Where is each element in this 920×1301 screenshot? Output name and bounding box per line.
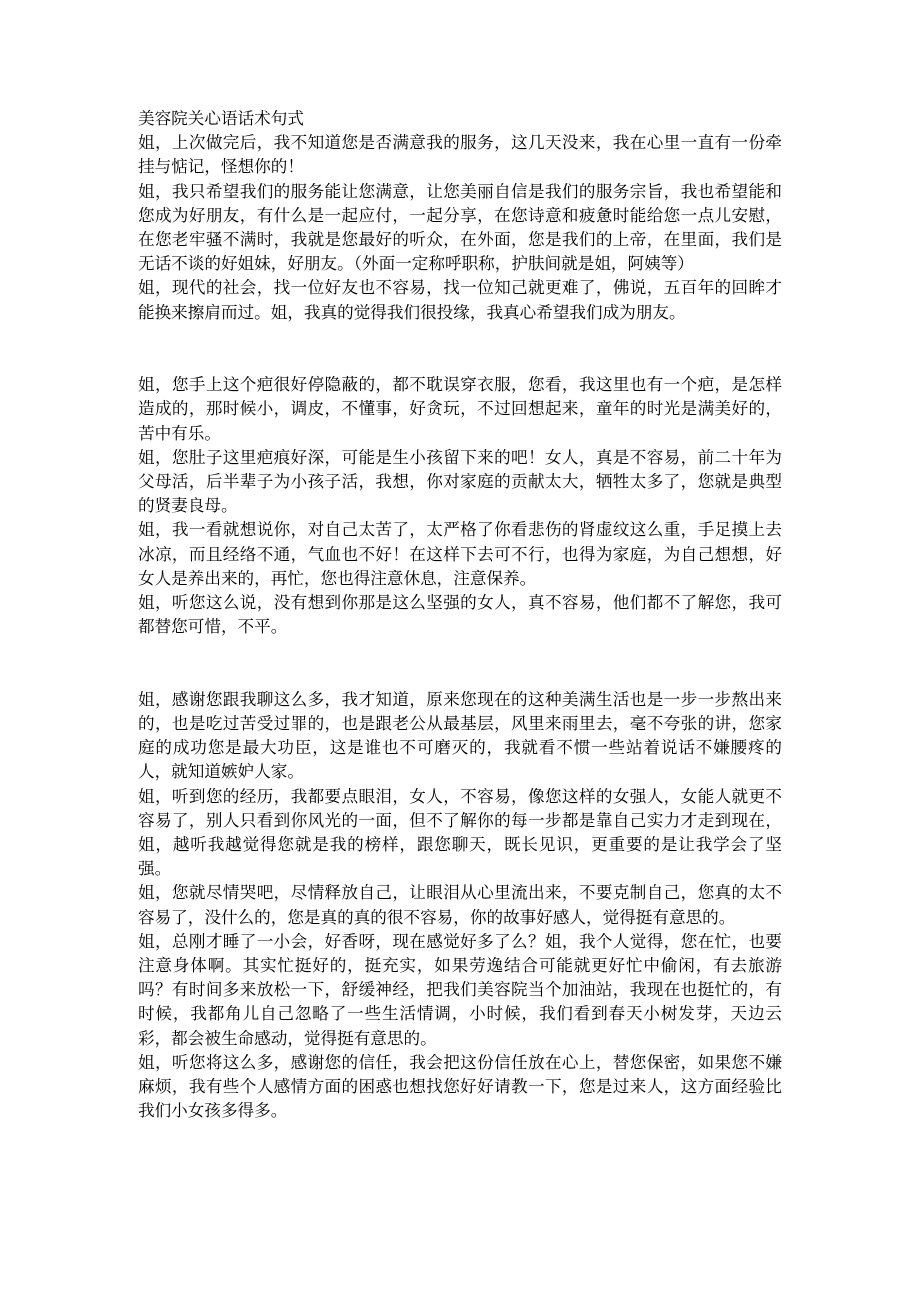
paragraph: 姐，感谢您跟我聊这么多，我才知道，原来您现在的这种美满生活也是一步一步熬出来的，也是吃过苦受过罪的，也是跟老公从最基层，风里来雨里去，毫不夸张的讲，您家庭的成功您是最大功臣，这是谁也不可磨灭的，我就看不惯一些站着说话不嫌腰疼的人，就知道嫉妒人家。: [138, 689, 782, 782]
paragraph: 姐，您就尽情哭吧，尽情释放自己，让眼泪从心里流出来，不要克制自己，您真的太不容易了，没什么的，您是真的真的很不容易，你的故事好感人，觉得挺有意思的。: [138, 883, 782, 927]
document-title: 美容院关心语话术句式: [138, 109, 304, 128]
paragraph: 姐，听您将这么多，感谢您的信任，我会把这份信任放在心上，替您保密，如果您不嫌麻烦，我有些个人感情方面的困惑也想找您好好请教一下，您是过来人，这方面经验比我们小女孩多得多。: [138, 1052, 782, 1121]
paragraph: 姐，我一看就想说你，对自己太苦了，太严格了你看悲伤的肾虚纹这么重，手足摸上去冰凉，而且经络不通，气血也不好！在这样下去可不行，也得为家庭，为自己想想，好女人是养出来的，再忙，您也得注意休息，注意保养。: [138, 520, 782, 588]
paragraph: 姐，现代的社会，找一位好友也不容易，找一位知己就更难了，佛说，五百年的回眸才能换来擦肩而过。姐，我真的觉得我们很投缘，我真心希望我们成为朋友。: [138, 278, 782, 322]
document-body: [138, 107, 782, 1124]
section-spacer: [138, 325, 782, 373]
paragraph: 姐，上次做完后，我不知道您是否满意我的服务，这几天没来，我在心里一直有一份牵挂与惦记，怪想你的！: [138, 133, 782, 177]
paragraph: 姐，听您这么说，没有想到你那是这么坚强的女人，真不容易，他们都不了解您，我可都替您可惜，不平。: [138, 593, 782, 637]
paragraph: 姐，我只希望我们的服务能让您满意，让您美丽自信是我们的服务宗旨，我也希望能和您成为好朋友，有什么是一起应付，一起分享，在您诗意和疲惫时能给您一点儿安慰，在您老牢骚不满时，我就是您最好的听众，在外面，您是我们的上帝，在里面，我们是无话不谈的好姐妹，好朋友。（外面一定称呼职称，护肤间就是姐，阿姨等）: [138, 181, 782, 274]
paragraph: 姐，您肚子这里疤痕好深，可能是生小孩留下来的吧！女人，真是不容易，前二十年为父母活，后半辈子为小孩子活，我想，你对家庭的贡献太大，牺牲太多了，您就是典型的贤妻良母。: [138, 447, 782, 516]
paragraph: 姐，您手上这个疤很好停隐蔽的，都不耽误穿衣服，您看，我这里也有一个疤，是怎样造成的，那时候小，调皮，不懂事，好贪玩，不过回想起来，童年的时光是满美好的，苦中有乐。: [138, 375, 782, 443]
paragraph: 姐，总刚才睡了一小会，好香呀，现在感觉好多了么？姐，我个人觉得，您在忙，也要注意身体啊。其实忙挺好的，挺充实，如果劳逸结合可能就更好忙中偷闲，有去旅游吗？有时间多来放松一下，舒缓神经，把我们美容院当个加油站，我现在也挺忙的，有时候，我都角儿自己忽略了一些生活情调，小时候，我们看到春天小树发芽，天边云彩，都会被生命感动，觉得挺有意思的。: [138, 931, 782, 1048]
section-spacer: [138, 639, 782, 687]
paragraph: 姐，听到您的经历，我都要点眼泪，女人，不容易，像您这样的女强人，女能人就更不容易了，别人只看到你风光的一面，但不了解你的每一步都是靠自己实力才走到现在，姐，越听我越觉得您就是我的榜样，跟您聊天，既长见识，更重要的是让我学会了坚强。: [138, 786, 782, 879]
